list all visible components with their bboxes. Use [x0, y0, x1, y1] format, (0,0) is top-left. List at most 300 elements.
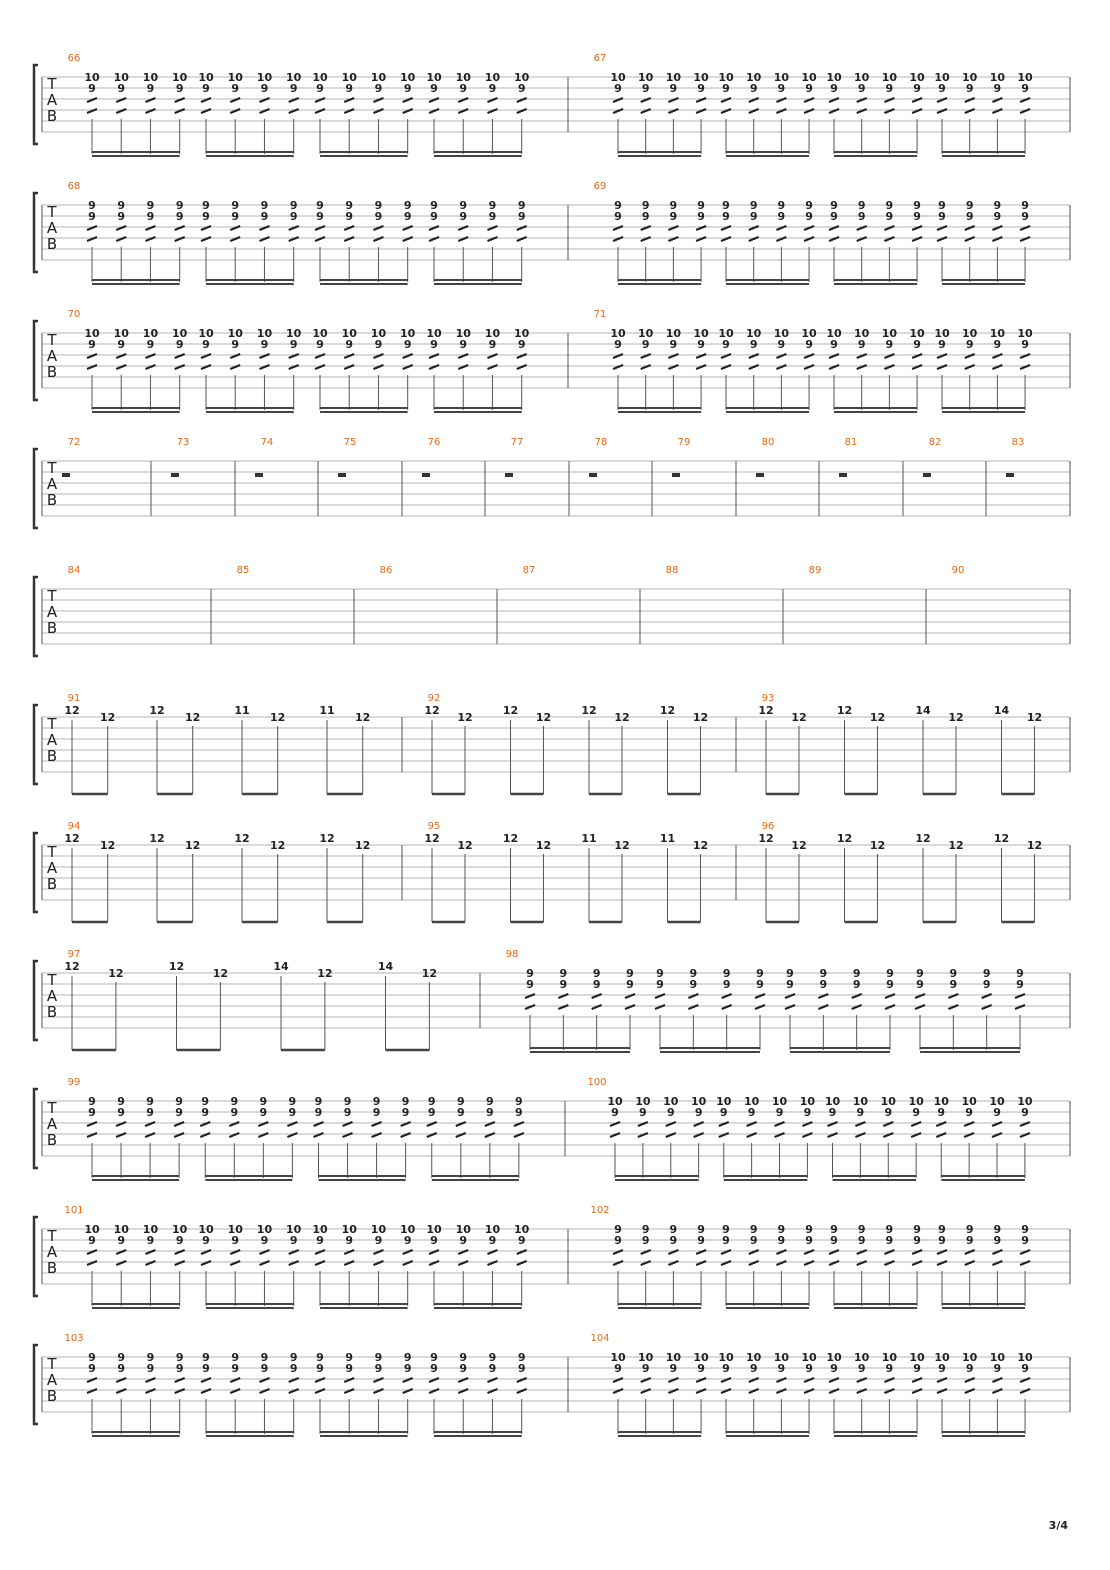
fret-number: 12 [993, 832, 1010, 845]
measure-number: 90 [951, 565, 965, 576]
fret-number: 9 [669, 1234, 678, 1247]
fret-number: 9 [669, 82, 678, 95]
fret-number: 9 [641, 210, 650, 223]
fret-number: 9 [175, 199, 184, 212]
whole-rest [338, 473, 346, 477]
fret-number: 10 [198, 1223, 214, 1236]
fret-number: 10 [746, 327, 762, 340]
fret-number: 9 [146, 1106, 154, 1119]
fret-number: 9 [669, 1362, 678, 1375]
fret-number: 9 [260, 1234, 269, 1247]
measure-number: 71 [593, 309, 607, 320]
fret-number: 9 [749, 199, 758, 212]
measure [568, 1333, 1033, 1436]
fret-number: 10 [909, 327, 925, 340]
fret-number: 9 [993, 1234, 1002, 1247]
fret-number: 9 [202, 1234, 210, 1247]
fret-number: 10 [607, 1095, 623, 1108]
fret-number: 10 [962, 327, 978, 340]
fret-number: 9 [805, 199, 813, 212]
whole-rest [422, 473, 430, 477]
fret-number: 9 [697, 82, 705, 95]
fret-number: 10 [341, 1223, 357, 1236]
measure [68, 1077, 524, 1180]
measure [568, 53, 1033, 156]
tab-clef-letter: A [46, 731, 58, 749]
fret-number: 10 [400, 1223, 416, 1236]
fret-number: 12 [185, 839, 201, 852]
measure-number: 99 [67, 1077, 81, 1088]
fret-number: 10 [718, 71, 734, 84]
fret-number: 9 [805, 338, 813, 351]
fret-number: 9 [938, 210, 946, 223]
fret-number: 9 [459, 1234, 468, 1247]
fret-number: 9 [830, 199, 838, 212]
fret-number: 9 [456, 1106, 465, 1119]
fret-number: 10 [771, 1095, 788, 1108]
whole-rest [62, 473, 70, 477]
fret-number: 12 [64, 704, 80, 717]
fret-number: 10 [198, 327, 214, 340]
fret-number: 9 [117, 1351, 126, 1364]
fret-number: 12 [100, 839, 116, 852]
fret-number: 9 [777, 338, 786, 351]
fret-number: 9 [722, 199, 730, 212]
fret-number: 9 [805, 1234, 813, 1247]
fret-number: 9 [982, 978, 991, 991]
fret-number: 9 [146, 1362, 155, 1375]
measure [211, 565, 249, 644]
fret-number: 10 [227, 1223, 243, 1236]
fret-number: 9 [614, 1362, 622, 1375]
fret-number: 10 [370, 71, 387, 84]
fret-number: 10 [484, 71, 501, 84]
fret-number: 12 [659, 704, 676, 717]
fret-number: 9 [316, 199, 324, 212]
fret-number: 9 [938, 338, 946, 351]
fret-number: 9 [403, 82, 412, 95]
fret-number: 9 [777, 199, 786, 212]
fret-number: 9 [316, 338, 324, 351]
fret-number: 9 [666, 1106, 675, 1119]
fret-number: 12 [836, 704, 853, 717]
fret-number: 9 [857, 199, 866, 212]
fret-number: 9 [175, 1095, 183, 1108]
fret-number: 9 [345, 199, 354, 212]
fret-number: 9 [749, 82, 758, 95]
tab-system [34, 1205, 1070, 1308]
fret-number: 9 [916, 967, 924, 980]
fret-number: 9 [202, 1351, 210, 1364]
tab-clef-letter: A [46, 1243, 58, 1261]
fret-number: 10 [227, 71, 243, 84]
fret-number: 9 [146, 82, 155, 95]
fret-number: 9 [916, 978, 924, 991]
tab-clef-letter: A [46, 91, 58, 109]
fret-number: 9 [1021, 1106, 1029, 1119]
measure [64, 1333, 526, 1436]
tab-clef-letter: A [46, 1371, 58, 1389]
fret-number: 10 [880, 1095, 896, 1108]
fret-number: 9 [949, 967, 958, 980]
fret-number: 10 [256, 71, 273, 84]
fret-number: 10 [1017, 327, 1033, 340]
tab-clef-letter: B [46, 1387, 58, 1405]
fret-number: 12 [791, 711, 807, 724]
fret-number: 10 [665, 71, 682, 84]
fret-number: 9 [260, 1351, 269, 1364]
measure-number: 66 [67, 53, 81, 64]
fret-number: 9 [403, 338, 412, 351]
fret-number: 9 [289, 1234, 298, 1247]
tab-clef-letter: T [47, 331, 57, 349]
fret-number: 10 [801, 71, 817, 84]
fret-number: 10 [934, 1351, 950, 1364]
measure [402, 437, 440, 516]
fret-number: 9 [374, 1351, 383, 1364]
tab-clef-letter: T [47, 843, 57, 861]
fret-number: 10 [716, 1095, 732, 1108]
fret-number: 10 [400, 327, 416, 340]
measure [783, 565, 821, 644]
fret-number: 9 [515, 1095, 523, 1108]
fret-number: 9 [913, 338, 921, 351]
tab-system [34, 53, 1070, 156]
fret-number: 9 [885, 82, 894, 95]
fret-number: 9 [289, 1351, 298, 1364]
fret-number: 12 [319, 832, 335, 845]
fret-number: 12 [502, 832, 519, 845]
tab-clef-letter: B [46, 235, 58, 253]
fret-number: 9 [202, 1362, 210, 1375]
fret-number: 9 [175, 82, 184, 95]
fret-number: 10 [286, 71, 302, 84]
measure [318, 437, 356, 516]
tab-clef-letter: A [46, 987, 58, 1005]
fret-number: 9 [857, 338, 866, 351]
fret-number: 9 [459, 199, 468, 212]
fret-number: 10 [826, 327, 842, 340]
fret-number: 10 [514, 1223, 530, 1236]
fret-number: 12 [758, 832, 774, 845]
system-bracket [34, 833, 38, 912]
fret-number: 9 [656, 978, 664, 991]
fret-number: 9 [669, 199, 678, 212]
fret-number: 9 [626, 967, 634, 980]
tab-clef-letter: A [46, 1115, 58, 1133]
fret-number: 10 [908, 1095, 924, 1108]
fret-number: 9 [830, 82, 838, 95]
fret-number: 9 [885, 199, 894, 212]
fret-number: 10 [773, 1351, 790, 1364]
fret-number: 10 [484, 1223, 501, 1236]
tab-clef-letter: T [47, 459, 57, 477]
fret-number: 12 [212, 967, 229, 980]
fret-number: 10 [370, 1223, 387, 1236]
fret-number: 9 [938, 199, 946, 212]
fret-number: 9 [316, 210, 324, 223]
measure-number: 89 [808, 565, 822, 576]
fret-number: 9 [965, 210, 974, 223]
fret-number: 12 [424, 704, 440, 717]
measure [485, 437, 523, 516]
fret-number: 10 [989, 1095, 1005, 1108]
fret-number: 12 [234, 832, 250, 845]
measure-number: 81 [844, 437, 858, 448]
fret-number: 9 [374, 82, 383, 95]
fret-number: 9 [231, 1234, 240, 1247]
fret-number: 9 [289, 199, 298, 212]
measure [819, 437, 857, 516]
measure [64, 821, 370, 922]
fret-number: 9 [146, 1351, 155, 1364]
measure [68, 53, 530, 156]
measure [736, 693, 1042, 794]
fret-number: 10 [426, 71, 442, 84]
fret-number: 9 [749, 1362, 758, 1375]
fret-number: 10 [989, 1351, 1006, 1364]
measure [68, 565, 81, 576]
fret-number: 9 [343, 1106, 352, 1119]
fret-number: 12 [869, 839, 886, 852]
tab-clef-letter: T [47, 1099, 57, 1117]
fret-number: 9 [259, 1106, 268, 1119]
fret-number: 9 [288, 1095, 297, 1108]
fret-number: 9 [515, 1106, 523, 1119]
fret-number: 9 [857, 210, 866, 223]
tab-clef-letter: B [46, 1131, 58, 1149]
measure-number: 69 [593, 181, 607, 192]
system-bracket [34, 321, 38, 400]
fret-number: 9 [830, 338, 838, 351]
tab-clef-letter: T [47, 203, 57, 221]
fret-number: 9 [937, 1106, 946, 1119]
fret-number: 10 [426, 327, 442, 340]
measure-number: 93 [761, 693, 775, 704]
fret-number: 9 [88, 210, 96, 223]
fret-number: 9 [786, 978, 794, 991]
fret-number: 12 [791, 839, 807, 852]
fret-number: 9 [88, 338, 96, 351]
measure-number: 85 [236, 565, 250, 576]
fret-number: 9 [117, 1095, 125, 1108]
tab-system [34, 565, 1070, 656]
fret-number: 9 [641, 82, 650, 95]
fret-number: 10 [610, 71, 626, 84]
fret-number: 12 [64, 832, 80, 845]
tab-clef-letter: T [47, 1227, 57, 1245]
fret-number: 10 [514, 327, 530, 340]
fret-number: 9 [146, 1234, 155, 1247]
fret-number: 9 [345, 338, 354, 351]
fret-number: 9 [697, 1362, 705, 1375]
fret-number: 9 [1021, 82, 1029, 95]
fret-number: 9 [517, 1351, 526, 1364]
fret-number: 9 [938, 1362, 946, 1375]
fret-number: 9 [456, 1095, 465, 1108]
fret-number: 9 [559, 967, 568, 980]
fret-number: 10 [256, 327, 273, 340]
fret-number: 10 [854, 71, 870, 84]
measure-number: 76 [427, 437, 441, 448]
fret-number: 11 [234, 704, 250, 717]
fret-number: 9 [697, 338, 705, 351]
measure [402, 821, 708, 922]
fret-number: 9 [430, 210, 438, 223]
fret-number: 9 [777, 1223, 786, 1236]
measure-number: 68 [67, 181, 81, 192]
fret-number: 9 [1016, 967, 1024, 980]
fret-number: 12 [535, 839, 552, 852]
measure-number: 67 [593, 53, 607, 64]
whole-rest [171, 473, 179, 477]
measure [235, 437, 273, 516]
fret-number: 10 [801, 327, 817, 340]
fret-number: 10 [172, 1223, 188, 1236]
fret-number: 10 [934, 327, 950, 340]
fret-number: 9 [427, 1095, 436, 1108]
fret-number: 9 [345, 1351, 354, 1364]
fret-number: 12 [108, 967, 124, 980]
fret-number: 9 [749, 1234, 758, 1247]
fret-number: 9 [852, 967, 861, 980]
fret-number: 10 [341, 327, 357, 340]
system-bracket [34, 1345, 38, 1424]
fret-number: 10 [663, 1095, 679, 1108]
measure [480, 949, 1025, 1052]
fret-number: 9 [316, 1234, 324, 1247]
fret-number: 9 [403, 199, 412, 212]
fret-number: 9 [401, 1106, 410, 1119]
tab-clef-letter: A [46, 347, 58, 365]
measure-number: 82 [928, 437, 942, 448]
measure-number: 95 [427, 821, 441, 832]
tab-clef-letter: T [47, 1355, 57, 1373]
fret-number: 9 [722, 1234, 730, 1247]
fret-number: 10 [962, 71, 978, 84]
measure [640, 565, 678, 644]
tab-system [34, 693, 1070, 794]
measure [986, 437, 1024, 516]
measure [568, 309, 1033, 412]
fret-number: 9 [886, 967, 894, 980]
fret-number: 9 [805, 210, 813, 223]
fret-number: 9 [289, 1362, 298, 1375]
fret-number: 10 [227, 327, 243, 340]
fret-number: 9 [1021, 210, 1029, 223]
measure-number: 94 [67, 821, 81, 832]
tab-clef-letter: B [46, 875, 58, 893]
fret-number: 9 [965, 338, 974, 351]
fret-number: 10 [743, 1095, 760, 1108]
fret-number: 9 [314, 1095, 323, 1108]
fret-number: 10 [665, 1351, 682, 1364]
whole-rest [1006, 473, 1014, 477]
fret-number: 10 [881, 1351, 898, 1364]
fret-number: 9 [722, 967, 731, 980]
fret-number: 11 [581, 832, 597, 845]
tab-clef-letter: B [46, 747, 58, 765]
fret-number: 9 [611, 1106, 619, 1119]
whole-rest [255, 473, 263, 477]
tab-clef-letter: T [47, 971, 57, 989]
measure [354, 565, 392, 644]
fret-number: 9 [913, 82, 921, 95]
fret-number: 14 [273, 960, 289, 973]
fret-number: 9 [526, 978, 534, 991]
fret-number: 9 [1021, 1362, 1029, 1375]
fret-number: 9 [430, 82, 438, 95]
fret-number: 9 [938, 1234, 946, 1247]
fret-number: 12 [457, 839, 473, 852]
fret-number: 12 [948, 839, 964, 852]
fret-number: 9 [517, 210, 526, 223]
measure-number: 103 [64, 1333, 84, 1344]
fret-number: 10 [824, 1095, 841, 1108]
fret-number: 9 [146, 1095, 154, 1108]
measure-number: 102 [590, 1205, 610, 1216]
fret-number: 9 [488, 1362, 497, 1375]
fret-number: 9 [697, 1223, 705, 1236]
fret-number: 10 [400, 71, 416, 84]
measure-number: 104 [590, 1333, 610, 1344]
fret-number: 11 [659, 832, 676, 845]
fret-number: 10 [773, 327, 790, 340]
fret-number: 9 [722, 210, 730, 223]
fret-number: 9 [403, 1351, 412, 1364]
fret-number: 12 [149, 832, 165, 845]
fret-number: 12 [581, 704, 597, 717]
fret-number: 10 [693, 71, 709, 84]
whole-rest [505, 473, 513, 477]
fret-number: 9 [403, 210, 412, 223]
measure-number: 92 [427, 693, 441, 704]
fret-number: 10 [312, 1223, 328, 1236]
fret-number: 9 [722, 1362, 730, 1375]
fret-number: 10 [934, 71, 950, 84]
system-bracket [34, 577, 38, 656]
fret-number: 9 [965, 1106, 973, 1119]
fret-number: 9 [993, 199, 1002, 212]
measure [568, 181, 1030, 284]
measure [903, 437, 941, 516]
fret-number: 12 [424, 832, 440, 845]
fret-number: 10 [635, 1095, 651, 1108]
fret-number: 9 [374, 1362, 383, 1375]
fret-number: 10 [514, 71, 530, 84]
measure-number: 72 [67, 437, 81, 448]
fret-number: 9 [993, 1362, 1002, 1375]
fret-number: 12 [64, 960, 80, 973]
measure-number: 83 [1011, 437, 1025, 448]
fret-number: 9 [1016, 978, 1024, 991]
fret-number: 9 [260, 199, 269, 212]
fret-number: 9 [231, 199, 240, 212]
fret-number: 9 [343, 1095, 352, 1108]
fret-number: 9 [775, 1106, 784, 1119]
fret-number: 10 [799, 1095, 816, 1108]
fret-number: 10 [909, 1351, 925, 1364]
fret-number: 9 [641, 1362, 650, 1375]
fret-number: 12 [836, 832, 853, 845]
fret-number: 10 [172, 327, 188, 340]
tab-system [34, 181, 1070, 284]
fret-number: 9 [88, 1106, 96, 1119]
measure [68, 309, 530, 412]
fret-number: 9 [517, 82, 526, 95]
fret-number: 9 [993, 1223, 1002, 1236]
fret-number: 10 [113, 327, 129, 340]
